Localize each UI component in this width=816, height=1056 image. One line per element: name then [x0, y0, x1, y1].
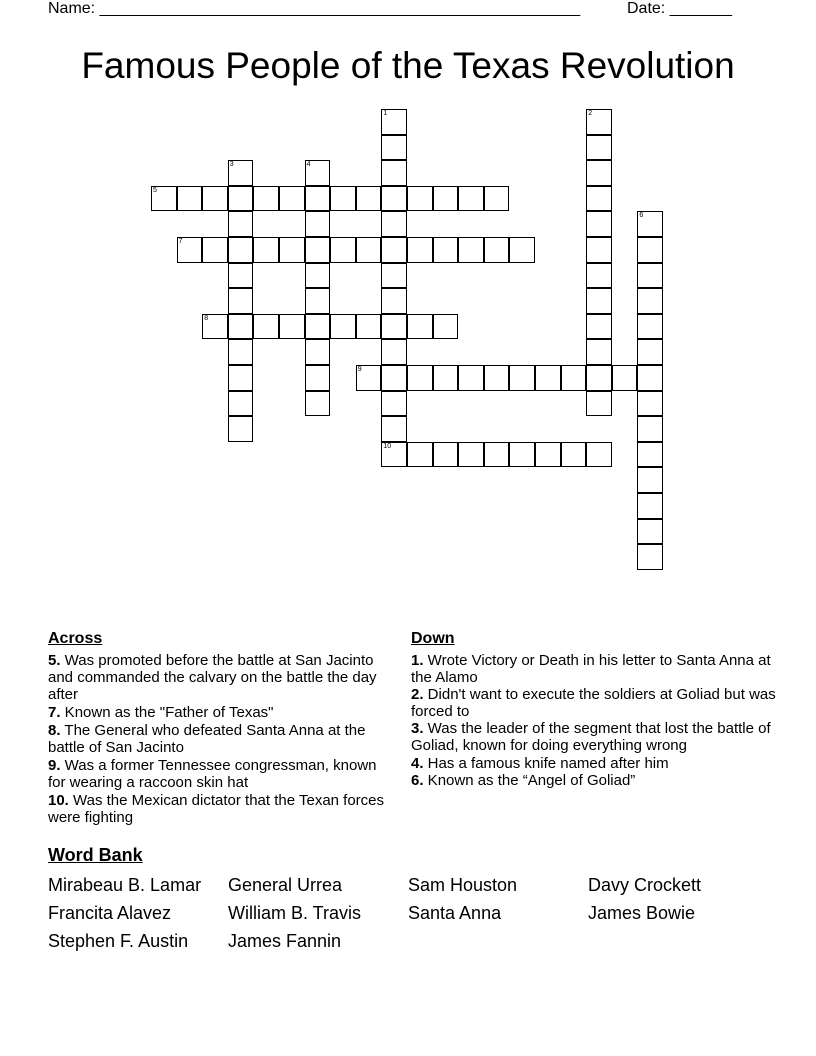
across-heading: Across	[48, 630, 103, 647]
crossword-cell[interactable]	[509, 237, 535, 263]
crossword-cell[interactable]	[484, 365, 510, 391]
crossword-cell[interactable]	[407, 314, 433, 340]
crossword-cell[interactable]	[586, 237, 612, 263]
clue-number: 10	[383, 442, 392, 450]
crossword-cell[interactable]	[637, 416, 663, 442]
crossword-cell[interactable]	[407, 186, 433, 212]
word-bank-item: Mirabeau B. Lamar	[48, 875, 202, 895]
crossword-cell[interactable]	[586, 288, 612, 314]
across-clue: 10. Was the Mexican dictator that the Texan forces were fighting	[48, 792, 385, 826]
crossword-cell[interactable]	[305, 263, 331, 289]
crossword-cell[interactable]	[586, 109, 612, 135]
crossword-cell[interactable]	[381, 186, 407, 212]
crossword-cell[interactable]	[381, 135, 407, 161]
crossword-cell[interactable]	[253, 237, 279, 263]
crossword-cell[interactable]	[561, 442, 587, 468]
crossword-cell[interactable]	[305, 391, 331, 417]
crossword-cell[interactable]	[381, 263, 407, 289]
crossword-cell[interactable]	[637, 519, 663, 545]
crossword-cell[interactable]	[637, 314, 663, 340]
crossword-cell[interactable]	[330, 314, 356, 340]
down-clue: 2. Didn't want to execute the soldiers at Goliad but was forced to	[411, 686, 776, 720]
across-clue: 5. Was promoted before the battle at San Jacinto and commanded the calvary on the battle the day after	[48, 652, 377, 703]
crossword-cell[interactable]	[586, 135, 612, 161]
crossword-cell[interactable]	[586, 391, 612, 417]
crossword-cell[interactable]	[356, 365, 382, 391]
crossword-cell[interactable]	[637, 493, 663, 519]
crossword-cell[interactable]	[177, 237, 203, 263]
crossword-cell[interactable]	[586, 442, 612, 468]
across-clue: 7. Known as the "Father of Texas"	[48, 704, 274, 721]
word-bank-item: Davy Crockett	[588, 875, 702, 895]
crossword-cell[interactable]	[305, 288, 331, 314]
across-clue-list	[48, 652, 393, 826]
crossword-cell[interactable]	[586, 365, 612, 391]
crossword-cell[interactable]	[458, 237, 484, 263]
crossword-cell[interactable]	[381, 288, 407, 314]
crossword-cell[interactable]	[535, 365, 561, 391]
crossword-cell[interactable]	[509, 442, 535, 468]
crossword-cell[interactable]	[202, 314, 228, 340]
crossword-cell[interactable]	[228, 237, 254, 263]
word-bank-item: General Urrea	[228, 875, 343, 895]
word-bank-item: Stephen F. Austin	[48, 931, 189, 951]
clue-number: 2	[588, 110, 593, 117]
crossword-cell[interactable]	[637, 339, 663, 365]
crossword-cell[interactable]	[305, 237, 331, 263]
crossword-cell[interactable]	[433, 186, 459, 212]
crossword-cell[interactable]	[484, 186, 510, 212]
crossword-cell[interactable]	[381, 442, 407, 468]
crossword-cell[interactable]	[535, 442, 561, 468]
down-clue-list	[411, 652, 776, 789]
down-heading: Down	[411, 630, 455, 647]
crossword-cell[interactable]	[407, 365, 433, 391]
down-clue: 1. Wrote Victory or Death in his letter to Santa Anna at the Alamo	[411, 652, 771, 686]
name-field-label: Name: ______________________________________________________	[48, 0, 581, 17]
word-bank-item: Santa Anna	[408, 903, 502, 923]
clue-number: 6	[639, 212, 644, 220]
crossword-cell[interactable]	[356, 237, 382, 263]
crossword-cell[interactable]	[484, 237, 510, 263]
down-clue: 6. Known as the “Angel of Goliad”	[411, 772, 636, 789]
crossword-cell[interactable]	[637, 467, 663, 493]
crossword-cell[interactable]	[433, 314, 459, 340]
crossword-cell[interactable]	[305, 339, 331, 365]
crossword-cell[interactable]	[202, 237, 228, 263]
crossword-cell[interactable]	[637, 544, 663, 570]
crossword-cell[interactable]	[458, 365, 484, 391]
crossword-cell[interactable]	[586, 186, 612, 212]
date-field-label: Date: _______	[627, 0, 732, 17]
crossword-cell[interactable]	[356, 314, 382, 340]
crossword-cell[interactable]	[637, 263, 663, 289]
crossword-cell[interactable]	[381, 365, 407, 391]
crossword-cell[interactable]	[330, 186, 356, 212]
crossword-cell[interactable]	[586, 211, 612, 237]
crossword-cell[interactable]	[381, 211, 407, 237]
crossword-cell[interactable]	[228, 263, 254, 289]
crossword-cell[interactable]	[381, 339, 407, 365]
crossword-cell[interactable]	[484, 442, 510, 468]
word-bank-item: Sam Houston	[408, 875, 518, 895]
crossword-cell[interactable]	[637, 211, 663, 237]
crossword-cell[interactable]	[279, 186, 305, 212]
crossword-cell[interactable]	[381, 237, 407, 263]
crossword-cell[interactable]	[253, 314, 279, 340]
across-clue: 9. Was a former Tennessee congressman, known for wearing a raccoon skin hat	[48, 757, 377, 791]
word-bank-item: James Bowie	[588, 903, 696, 923]
crossword-cell[interactable]	[151, 186, 177, 212]
down-clue: 3. Was the leader of the segment that lost the battle of Goliad, known for doing everything wrong	[411, 720, 771, 754]
clue-number: 1	[383, 110, 388, 117]
clue-number: 9	[357, 366, 362, 373]
crossword-cell[interactable]	[228, 365, 254, 391]
crossword-cell[interactable]	[381, 314, 407, 340]
crossword-cell[interactable]	[228, 391, 254, 417]
across-clue: 8. The General who defeated Santa Anna at the battle of San Jacinto	[48, 722, 366, 756]
crossword-cell[interactable]	[458, 442, 484, 468]
crossword-cell[interactable]	[407, 442, 433, 468]
crossword-cell[interactable]	[637, 237, 663, 263]
crossword-cell[interactable]	[381, 109, 407, 135]
crossword-cell[interactable]	[637, 288, 663, 314]
crossword-cell[interactable]	[586, 339, 612, 365]
crossword-cell[interactable]	[253, 186, 279, 212]
down-clue: 4. Has a famous knife named after him	[411, 755, 669, 772]
clue-number: 7	[178, 238, 183, 245]
crossword-cell[interactable]	[356, 186, 382, 212]
clue-number: 3	[229, 161, 234, 169]
clue-number: 4	[306, 161, 311, 169]
crossword-cell[interactable]	[637, 365, 663, 391]
crossword-cell[interactable]	[433, 365, 459, 391]
crossword-cell[interactable]	[612, 365, 638, 391]
crossword-cell[interactable]	[433, 442, 459, 468]
crossword-cell[interactable]	[305, 314, 331, 340]
crossword-cell[interactable]	[228, 186, 254, 212]
clue-number: 8	[204, 314, 209, 322]
crossword-cell[interactable]	[586, 263, 612, 289]
crossword-cell[interactable]	[407, 237, 433, 263]
crossword-cell[interactable]	[586, 160, 612, 186]
word-bank-title: Word Bank	[48, 845, 143, 865]
crossword-cell[interactable]	[330, 237, 356, 263]
crossword-cell[interactable]	[279, 314, 305, 340]
crossword-cell[interactable]	[586, 314, 612, 340]
crossword-cell[interactable]	[228, 160, 254, 186]
crossword-cell[interactable]	[228, 339, 254, 365]
crossword-cell[interactable]	[228, 314, 254, 340]
crossword-cell[interactable]	[177, 186, 203, 212]
word-bank-item: Francita Alavez	[48, 903, 172, 923]
crossword-cell[interactable]	[228, 211, 254, 237]
crossword-cell[interactable]	[637, 391, 663, 417]
crossword-cell[interactable]	[228, 416, 254, 442]
crossword-cell[interactable]	[228, 288, 254, 314]
crossword-cell[interactable]	[202, 186, 228, 212]
crossword-cell[interactable]	[279, 237, 305, 263]
crossword-cell[interactable]	[381, 160, 407, 186]
word-bank-item: William B. Travis	[228, 903, 362, 923]
crossword-cell[interactable]	[305, 211, 331, 237]
crossword-cell[interactable]	[433, 237, 459, 263]
word-bank-item: James Fannin	[228, 931, 342, 951]
crossword-cell[interactable]	[381, 391, 407, 417]
crossword-cell[interactable]	[381, 416, 407, 442]
clue-number: 5	[153, 186, 157, 194]
crossword-cell[interactable]	[305, 186, 331, 212]
crossword-cell[interactable]	[305, 160, 331, 186]
page-title: Famous People of the Texas Revolution	[81, 45, 735, 86]
crossword-cell[interactable]	[305, 365, 331, 391]
crossword-cell[interactable]	[637, 442, 663, 468]
crossword-cell[interactable]	[509, 365, 535, 391]
crossword-cell[interactable]	[561, 365, 587, 391]
crossword-cell[interactable]	[458, 186, 484, 212]
